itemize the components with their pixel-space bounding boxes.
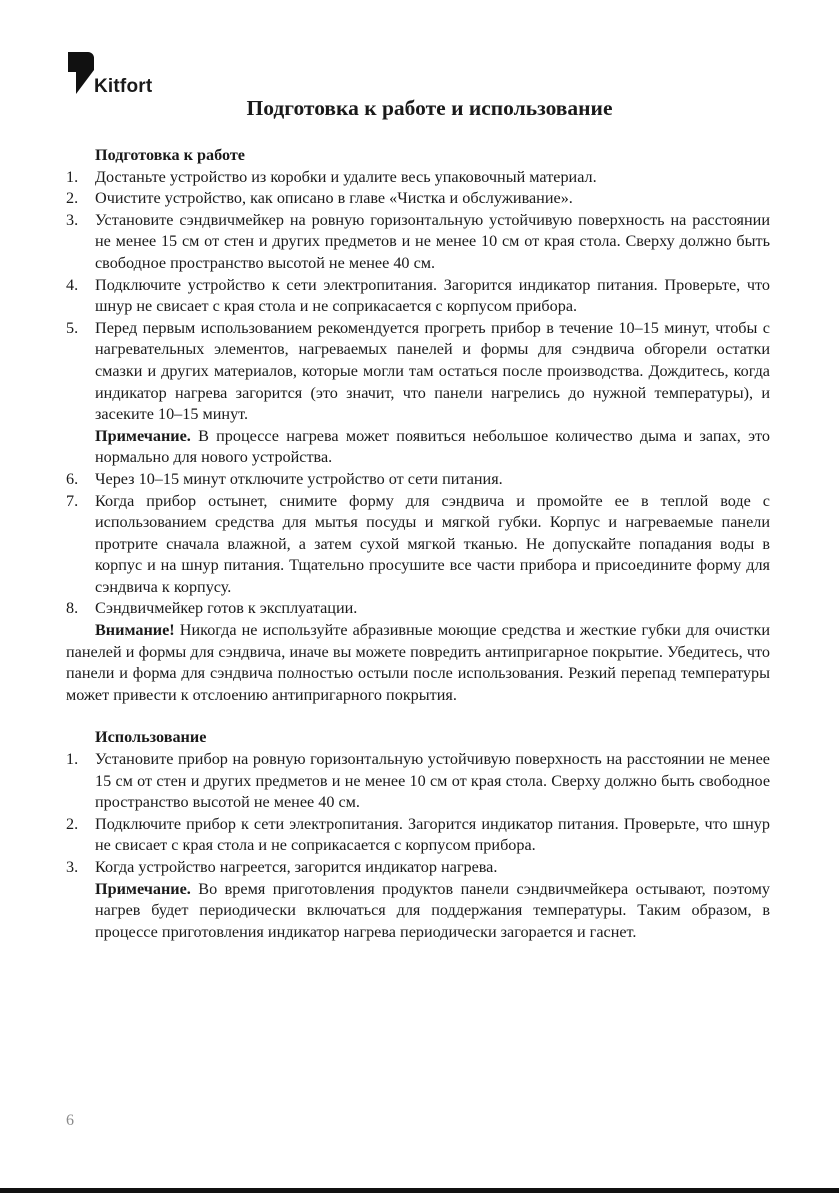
- usage-steps: [66, 749, 770, 879]
- kitfort-logo: [66, 50, 166, 100]
- step-text: Достаньте устройство из коробки и удалите весь упаковочный материал.: [95, 167, 597, 186]
- preparation-steps: [66, 167, 770, 426]
- list-item: [66, 857, 770, 879]
- step-text: Через 10–15 минут отключите устройство от сети питания.: [95, 469, 503, 488]
- step-number: 2.: [66, 814, 79, 833]
- preparation-steps-continued: [66, 469, 770, 620]
- step-number: 8.: [66, 599, 79, 618]
- list-item: [66, 318, 770, 426]
- step-number: 6.: [66, 469, 79, 488]
- list-item: [66, 598, 770, 620]
- step-text: Подключите прибор к сети электропитания. Загорится индикатор питания. Проверьте, что шнур не свисает с края стола и не соприкасается с корпусом прибора.: [95, 814, 770, 855]
- list-item: [66, 749, 770, 814]
- step-text: Очистите устройство, как описано в главе «Чистка и обслуживание».: [95, 189, 573, 208]
- note-text: Во время приготовления продуктов панели сэндвичмейкера остывают, поэтому нагрев будет периодически включаться для поддержания температуры. Таким образом, в процессе приготовления индикатор нагрева периодически загорается и гаснет.: [95, 879, 770, 941]
- step-text: Подключите устройство к сети электропитания. Загорится индикатор питания. Проверьте, что шнур не свисает с края стола и не соприкасается с корпусом прибора.: [95, 275, 770, 316]
- preparation-heading: Подготовка к работе: [95, 146, 245, 164]
- note-label: Примечание.: [95, 879, 191, 898]
- list-item: [66, 275, 770, 318]
- step-text: Когда прибор остынет, снимите форму для сэндвича и промойте ее в теплой воде с использованием средства для мытья посуды и мягкой губки. Корпус и нагреваемые панели протрите сначала влажной, а затем сухой мягкой тканью. Не допускайте попадания воды в корпус и на шнур питания. Тщательно просушите все части прибора и присоедините форму для сэндвича к корпусу.: [95, 491, 770, 596]
- list-item: [66, 491, 770, 599]
- list-item: [66, 167, 770, 189]
- list-item: [66, 210, 770, 275]
- usage-heading: Использование: [95, 728, 207, 747]
- preparation-note: [66, 426, 770, 469]
- step-text: Сэндвичмейкер готов к эксплуатации.: [95, 599, 358, 618]
- step-number: 7.: [66, 491, 79, 510]
- step-number: 1.: [66, 167, 79, 186]
- step-number: 4.: [66, 275, 79, 294]
- brand-name: Kitfort: [94, 76, 153, 97]
- note-label: Примечание.: [95, 426, 191, 445]
- kitfort-logo-icon: [66, 50, 96, 96]
- list-item: [66, 469, 770, 491]
- step-number: 3.: [66, 210, 79, 229]
- step-text: Установите прибор на ровную горизонтальную устойчивую поверхность на расстоянии не менее 15 см от стен и других предметов и не менее 10 см от края стола. Сверху должно быть свободное пространство высотой не менее 40 см.: [95, 750, 770, 812]
- warning-label: Внимание!: [95, 621, 175, 640]
- step-number: 2.: [66, 189, 79, 208]
- usage-note: [66, 879, 770, 944]
- warning-text: Никогда не используйте абразивные моющие средства и жесткие губки для очистки панелей и формы для сэндвича, иначе вы можете повредить антипригарное покрытие. Убедитесь, что панели и форма для сэндвича полностью остыли после использования. Резкий перепад температуры может привести к отслоению антипригарного покрытия.: [66, 621, 770, 704]
- document-body: [66, 145, 770, 943]
- page-title: Подготовка к работе и использование: [246, 96, 613, 120]
- step-text: Когда устройство нагреется, загорится индикатор нагрева.: [95, 858, 498, 876]
- step-number: 3.: [66, 858, 79, 876]
- warning-paragraph: [66, 620, 770, 706]
- note-text: В процессе нагрева может появиться небольшое количество дыма и запах, это нормально для нового устройства.: [95, 426, 770, 467]
- bottom-divider: [0, 1188, 839, 1193]
- list-item: [66, 188, 770, 210]
- step-number: 1.: [66, 750, 79, 769]
- step-number: 5.: [66, 318, 79, 337]
- page-number: 6: [66, 1112, 74, 1129]
- step-text: Установите сэндвичмейкер на ровную горизонтальную устойчивую поверхность на расстоянии не менее 15 см от стен и других предметов и не менее 10 см от края стола. Сверху должно быть свободное пространство высотой не менее 40 см.: [95, 210, 770, 272]
- step-text: Перед первым использованием рекомендуется прогреть прибор в течение 10–15 минут, чтобы с нагревательных элементов, нагреваемых панелей и формы для сэндвича обгорели остатки смазки и других материалов, которые могли там остаться после производства. Дождитесь, когда индикатор нагрева загорится (это значит, что панели нагрелись до нужной температуры), и засеките 10–15 минут.: [95, 318, 770, 424]
- section-gap: [66, 706, 770, 727]
- list-item: [66, 814, 770, 857]
